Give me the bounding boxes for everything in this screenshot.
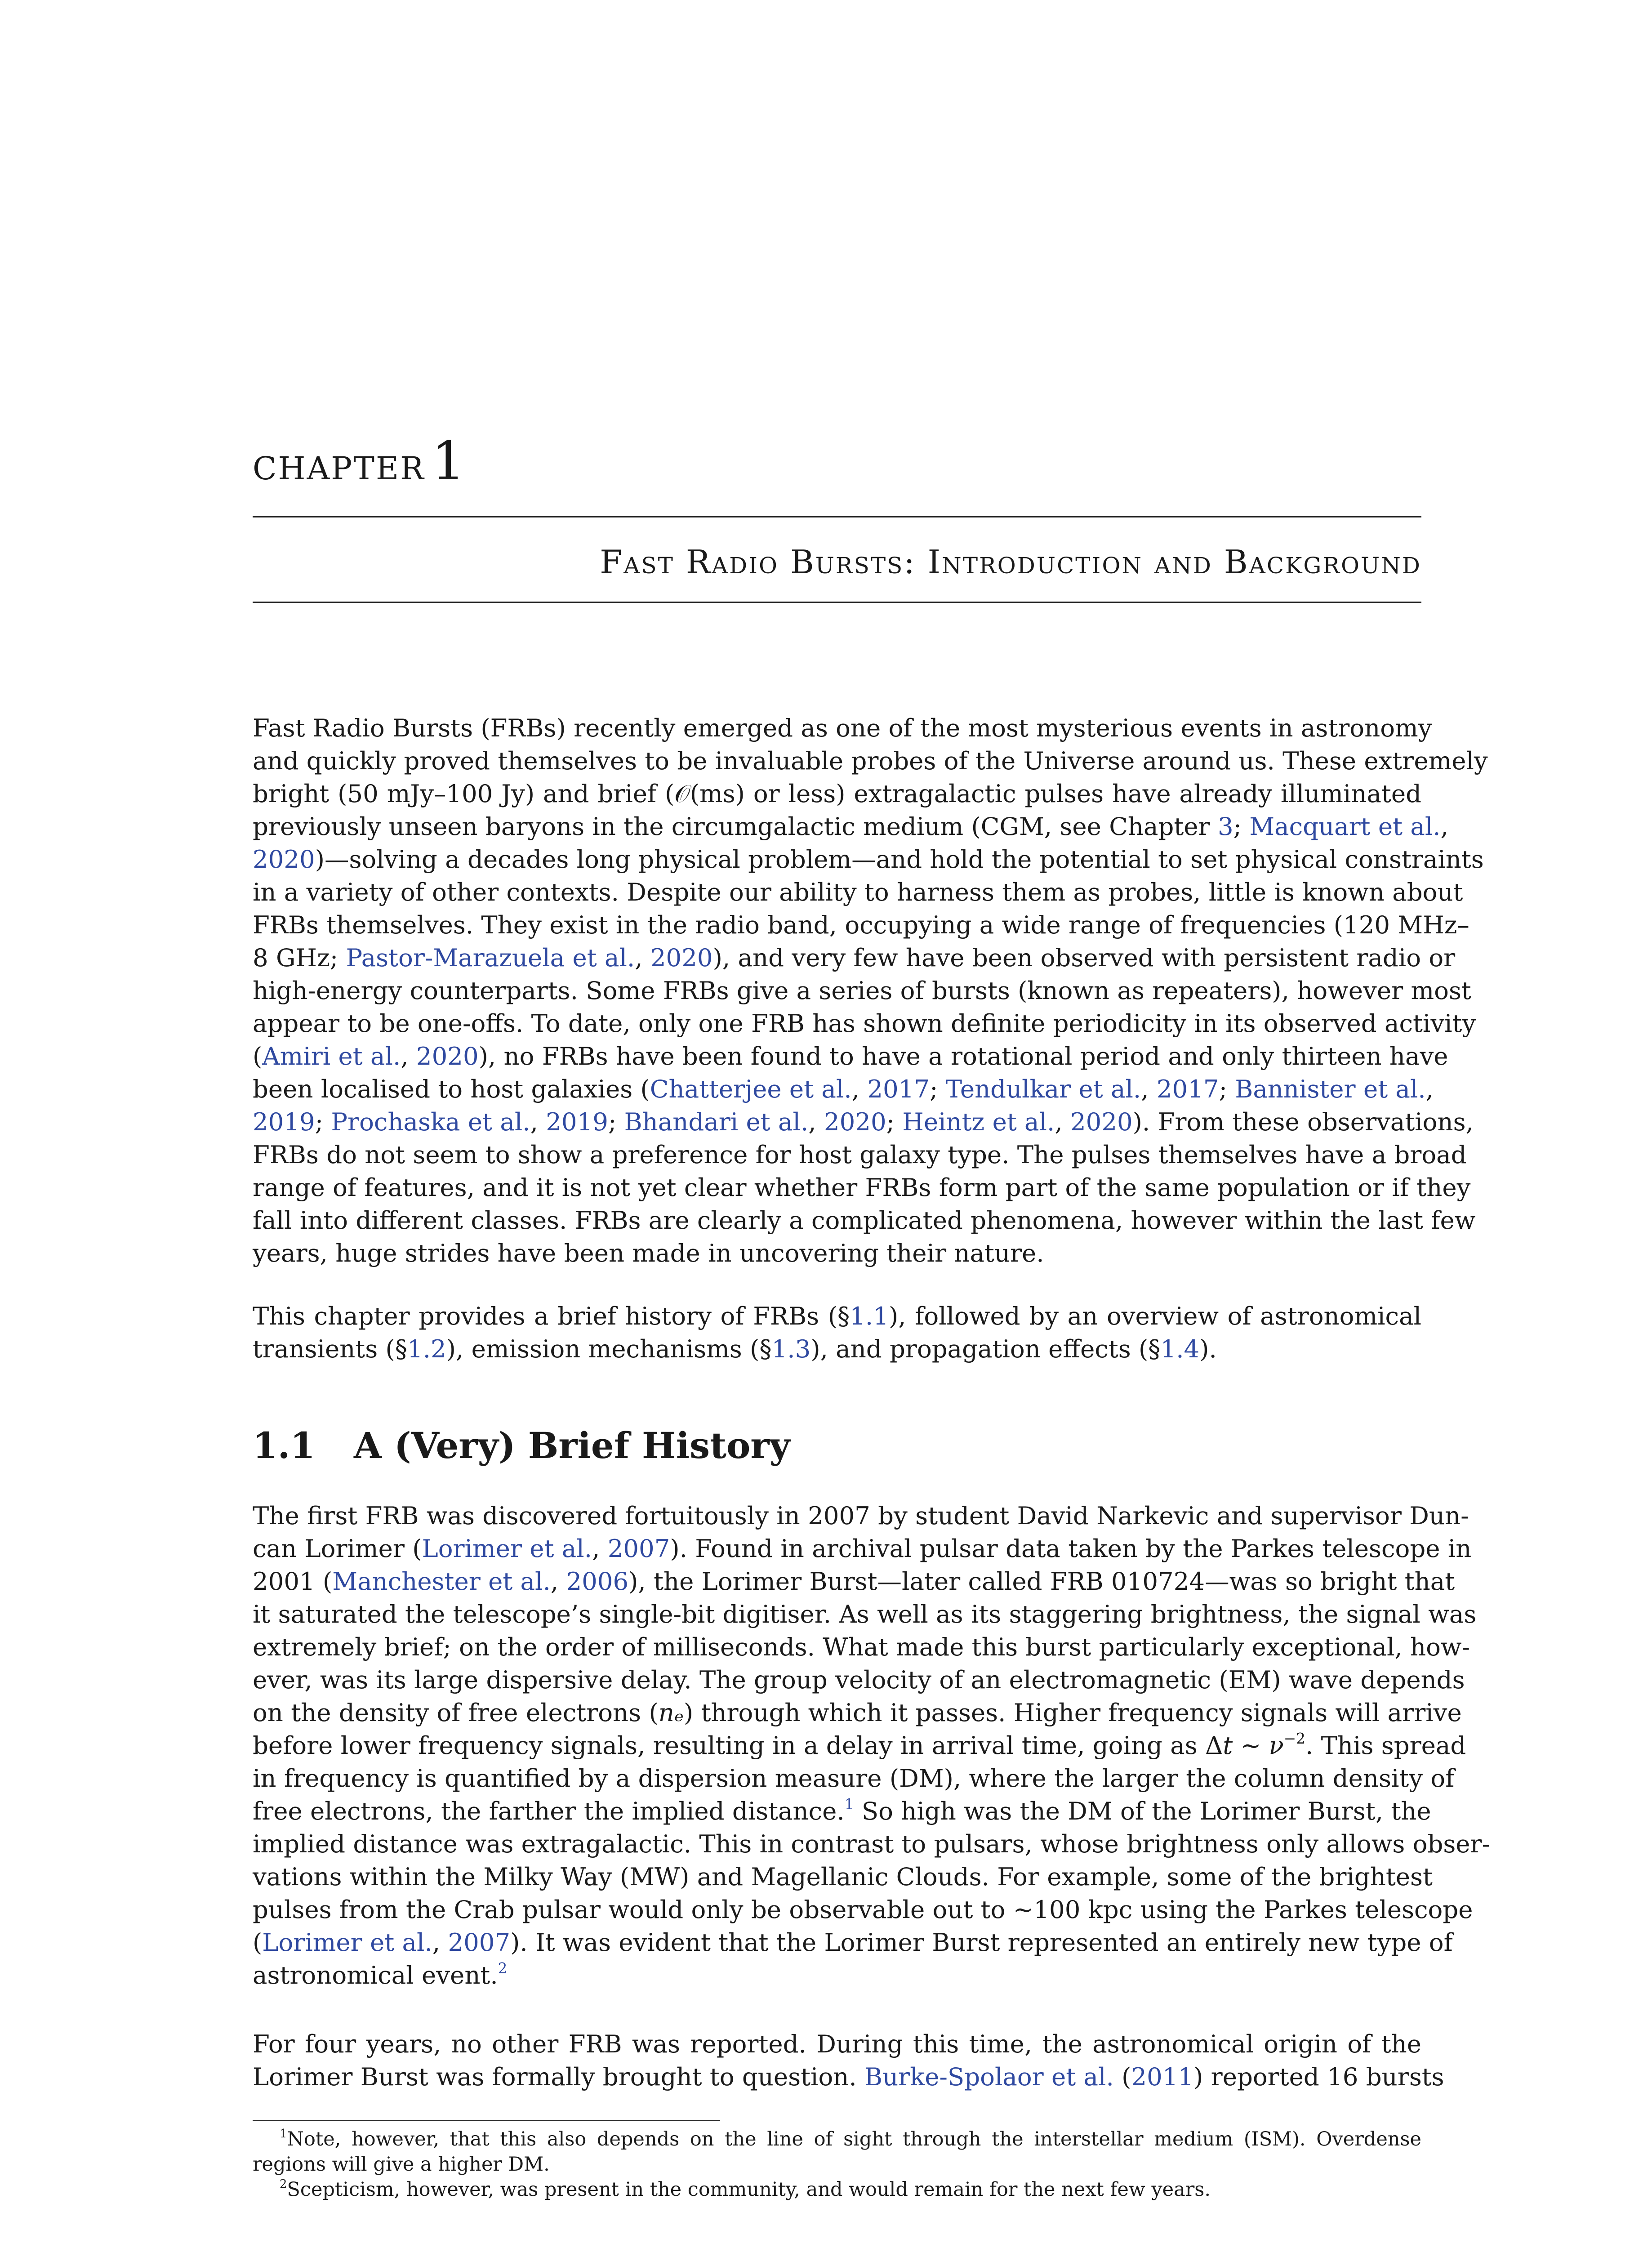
text-run: previously unseen baryons in the circumgalactic medium (CGM, see Chapter — [253, 812, 1218, 841]
text-run: ). Found in archival pulsar data taken by the Parkes telescope in — [670, 1534, 1472, 1563]
text-run: bright (50 mJy–100 Jy) and brief (𝒪(ms) or less) extragalactic pulses have already illuminated — [253, 779, 1421, 808]
text-run: 8 GHz; — [253, 943, 346, 972]
footnote-1 — [253, 2127, 1421, 2152]
text-run: FRBs themselves. They exist in the radio band, occupying a wide range of frequencies (120 MHz– — [253, 910, 1469, 939]
superscript: −2 — [1283, 1730, 1305, 1748]
text-run: been localised to host galaxies ( — [253, 1075, 650, 1103]
citation-link[interactable]: 2020 — [824, 1107, 886, 1136]
text-line — [253, 1204, 1476, 1237]
text-run: ), the Lorimer Burst—later called FRB 010724—was so bright that — [628, 1567, 1455, 1596]
chapter-word: chapter — [253, 437, 425, 490]
text-line — [253, 2061, 1444, 2093]
text-line — [253, 712, 1432, 745]
four-years-text — [253, 2028, 1444, 2093]
text-run: years, huge strides have been made in uncovering their nature. — [253, 1239, 1044, 1267]
text-run: , — [592, 1534, 608, 1563]
text-run: ), and propagation effects (§ — [810, 1334, 1161, 1363]
text-run: pulses from the Crab pulsar would only be observable out to ∼100 kpc using the Parkes telescope — [253, 1895, 1473, 1924]
citation-link[interactable]: 2020 — [416, 1042, 479, 1070]
chapter-label — [253, 432, 1421, 493]
text-run: Fast Radio Bursts (FRBs) recently emerged as one of the most mysterious events in astronomy — [253, 714, 1432, 742]
text-run: transients (§ — [253, 1334, 408, 1363]
text-run: )—solving a decades long physical problem—and hold the potential to set physical constraints — [315, 845, 1484, 874]
section-number: 1.1 — [253, 1424, 316, 1467]
text-run: , — [401, 1042, 416, 1070]
citation-link[interactable]: 1.1 — [850, 1302, 889, 1330]
text-run: . This spread — [1305, 1731, 1466, 1760]
text-line — [253, 1138, 1467, 1171]
text-run: Lorimer Burst was formally brought to question. — [253, 2062, 865, 2091]
history-paragraph — [253, 1499, 1491, 1992]
text-run: , — [530, 1107, 546, 1136]
text-run: So high was the DM of the Lorimer Burst, the — [854, 1797, 1431, 1825]
text-run: For four years, no other FRB was reported. During this time, the astronomical origin of the — [253, 2029, 1421, 2058]
text-line — [253, 1532, 1472, 1565]
text-line — [253, 1499, 1469, 1532]
text-run: FRBs do not seem to show a preference for host galaxy type. The pulses themselves have a broad — [253, 1140, 1467, 1169]
chapter-number: 1 — [431, 430, 467, 492]
text-run: ), followed by an overview of astronomical — [888, 1302, 1421, 1330]
text-line — [253, 1171, 1471, 1204]
citation-link[interactable]: 1.3 — [771, 1334, 811, 1363]
text-run: ) reported 16 bursts — [1193, 2062, 1444, 2091]
footnote-2 — [253, 2177, 1421, 2202]
text-line — [253, 1795, 1431, 1828]
text-line — [253, 1893, 1473, 1926]
text-run: This chapter provides a brief history of FRBs (§ — [253, 1302, 850, 1330]
text-run: ). From these observations, — [1132, 1107, 1474, 1136]
citation-link[interactable]: 2007 — [607, 1534, 670, 1563]
citation-link[interactable]: Pastor-Marazuela et al. — [346, 943, 635, 972]
citation-link[interactable]: 2019 — [546, 1107, 608, 1136]
text-line — [253, 1762, 1455, 1795]
math-symbol: nₑ — [658, 1698, 684, 1727]
footnote-2-marker: 2 — [280, 2177, 287, 2191]
text-run: ( — [1113, 2062, 1131, 2091]
citation-link[interactable]: 1 — [844, 1796, 854, 1813]
text-run: before lower frequency signals, resulting in a delay in arrival time, going as Δ — [253, 1731, 1223, 1760]
citation-link[interactable]: 2011 — [1131, 2062, 1194, 2091]
history-text — [253, 1499, 1491, 1992]
citation-link[interactable]: 2007 — [448, 1928, 511, 1957]
citation-link[interactable]: 2017 — [1156, 1075, 1219, 1103]
text-run: ), and very few have been observed with persistent radio or — [712, 943, 1456, 972]
text-run: ). — [1199, 1334, 1217, 1363]
text-run: ; — [315, 1107, 331, 1136]
overview-text — [253, 1300, 1421, 1365]
text-run: ; — [608, 1107, 624, 1136]
overview-paragraph — [253, 1300, 1421, 1365]
text-line — [253, 1631, 1470, 1664]
text-run: , — [1425, 1075, 1434, 1103]
text-line — [253, 941, 1456, 974]
text-line — [253, 777, 1421, 810]
text-run: , — [851, 1075, 868, 1103]
text-run: , — [1440, 812, 1448, 841]
text-run: can Lorimer ( — [253, 1534, 422, 1563]
math-symbol: ν — [1269, 1731, 1284, 1760]
text-line — [253, 974, 1471, 1007]
text-line — [253, 1959, 1421, 1992]
four-years-paragraph — [253, 2028, 1444, 2093]
text-run: ( — [253, 1928, 263, 1957]
citation-link[interactable]: Chatterjee et al. — [650, 1075, 852, 1103]
citation-link[interactable]: 2020 — [1070, 1107, 1133, 1136]
text-run: extremely brief; on the order of milliseconds. What made this burst particularly exceptional, how- — [253, 1632, 1470, 1661]
citation-link[interactable]: 2020 — [253, 845, 315, 874]
text-run: ), no FRBs have been found to have a rotational period and only thirteen have — [478, 1042, 1448, 1070]
chapter-rule-bottom — [253, 602, 1421, 603]
text-line — [253, 2028, 1421, 2061]
text-run: high-energy counterparts. Some FRBs give a series of bursts (known as repeaters), however most — [253, 976, 1471, 1005]
math-symbol: t — [1223, 1731, 1233, 1760]
footnote-rule — [253, 2120, 720, 2121]
text-line — [253, 1237, 1421, 1270]
text-line — [253, 909, 1469, 941]
text-line — [253, 745, 1488, 777]
section-title: A (Very) Brief History — [354, 1424, 791, 1467]
text-run: The first FRB was discovered fortuitously in 2007 by student David Narkevic and supervisor Dun- — [253, 1501, 1469, 1530]
citation-link[interactable]: 1.2 — [407, 1334, 446, 1363]
text-line — [253, 1729, 1466, 1762]
footnote-1-line2: regions will give a higher DM. — [253, 2153, 550, 2176]
text-run: ; — [886, 1107, 903, 1136]
citation-link[interactable]: Amiri et al. — [262, 1042, 401, 1070]
intro-paragraph — [253, 712, 1488, 1270]
text-run: ever, was its large dispersive delay. The group velocity of an electromagnetic (EM) wave depends — [253, 1665, 1465, 1694]
text-run: ; — [930, 1075, 946, 1103]
text-run: , — [1141, 1075, 1157, 1103]
footnote-1-cont — [253, 2152, 1421, 2177]
text-run: range of features, and it is not yet clear whether FRBs form part of the same population or if they — [253, 1173, 1471, 1202]
citation-link[interactable]: Macquart et al. — [1249, 812, 1441, 841]
text-run: it saturated the telescope’s single-bit digitiser. As well as its staggering brightness, the signal was — [253, 1600, 1477, 1628]
text-line — [253, 1565, 1455, 1598]
text-run: in frequency is quantified by a dispersion measure (DM), where the larger the column density of — [253, 1764, 1455, 1793]
citation-link[interactable]: 2 — [498, 1960, 508, 1977]
chapter-title: Fast Radio Bursts: Introduction and Background — [600, 543, 1421, 581]
footnote-1-line1: Note, however, that this also depends on the line of sight through the interstellar medium (ISM). Overdense — [287, 2128, 1421, 2150]
text-run: ; — [1219, 1075, 1235, 1103]
text-run: implied distance was extragalactic. This in contrast to pulsars, whose brightness only allows obser- — [253, 1829, 1491, 1858]
citation-link[interactable]: Manchester et al. — [332, 1567, 551, 1596]
text-run: free electrons, the farther the implied distance. — [253, 1797, 845, 1825]
citation-link[interactable]: Lorimer et al. — [422, 1534, 592, 1563]
text-line — [253, 1926, 1453, 1959]
text-run: appear to be one-offs. To date, only one FRB has shown definite periodicity in its observed activity — [253, 1009, 1476, 1038]
text-run: in a variety of other contexts. Despite our ability to harness them as probes, little is known about — [253, 878, 1463, 906]
text-line — [253, 1040, 1448, 1073]
text-run: astronomical event. — [253, 1961, 498, 1989]
text-run: , — [432, 1928, 448, 1957]
text-run: 2001 ( — [253, 1567, 333, 1596]
text-line — [253, 876, 1463, 909]
text-line — [253, 1860, 1433, 1893]
text-line — [253, 1828, 1491, 1860]
text-line — [253, 843, 1484, 876]
citation-link[interactable]: 2006 — [566, 1567, 629, 1596]
citation-link[interactable]: 3 — [1217, 812, 1233, 841]
text-run: ). It was evident that the Lorimer Burst represented an entirely new type of — [510, 1928, 1453, 1957]
intro-text — [253, 712, 1488, 1270]
citation-link[interactable]: Bhandari et al. — [624, 1107, 809, 1136]
text-run: fall into different classes. FRBs are clearly a complicated phenomena, however within the last few — [253, 1206, 1476, 1235]
text-run: ∼ — [1233, 1731, 1269, 1760]
text-run: ), emission mechanisms (§ — [446, 1334, 772, 1363]
citation-link[interactable]: 2019 — [253, 1107, 315, 1136]
text-line — [253, 1300, 1421, 1333]
citation-link[interactable]: Heintz et al. — [902, 1107, 1055, 1136]
footnote-2-text: Scepticism, however, was present in the community, and would remain for the next few years. — [287, 2178, 1211, 2201]
chapter-rule-top — [253, 516, 1421, 517]
text-run: , — [635, 943, 650, 972]
text-line — [253, 1007, 1476, 1040]
text-line — [253, 1664, 1465, 1696]
citation-link[interactable]: 2017 — [867, 1075, 930, 1103]
citation-link[interactable]: Tendulkar et al. — [945, 1075, 1141, 1103]
citation-link[interactable]: Lorimer et al. — [262, 1928, 432, 1957]
text-line — [253, 1073, 1434, 1106]
text-line — [253, 810, 1448, 843]
citation-link[interactable]: Prochaska et al. — [331, 1107, 530, 1136]
text-line — [253, 1333, 1421, 1365]
text-run: and quickly proved themselves to be invaluable probes of the Universe around us. These extremely — [253, 746, 1488, 775]
text-run: ( — [253, 1042, 263, 1070]
footnotes — [253, 2127, 1421, 2202]
citation-link[interactable]: 2020 — [650, 943, 713, 972]
text-run: ) through which it passes. Higher frequency signals will arrive — [683, 1698, 1462, 1727]
citation-link[interactable]: Burke-Spolaor et al. — [864, 2062, 1114, 2091]
text-run: , — [808, 1107, 824, 1136]
text-run: on the density of free electrons ( — [253, 1698, 659, 1727]
section-heading — [253, 1421, 1421, 1470]
text-line — [253, 1106, 1474, 1138]
text-run: vations within the Milky Way (MW) and Magellanic Clouds. For example, some of the brightest — [253, 1862, 1433, 1891]
footnote-1-marker: 1 — [280, 2127, 287, 2141]
citation-link[interactable]: 1.4 — [1160, 1334, 1200, 1363]
text-line — [253, 1696, 1462, 1729]
text-run: , — [1055, 1107, 1070, 1136]
text-run: ; — [1233, 812, 1250, 841]
text-run: , — [550, 1567, 566, 1596]
text-line — [253, 1598, 1477, 1631]
citation-link[interactable]: Bannister et al. — [1235, 1075, 1426, 1103]
